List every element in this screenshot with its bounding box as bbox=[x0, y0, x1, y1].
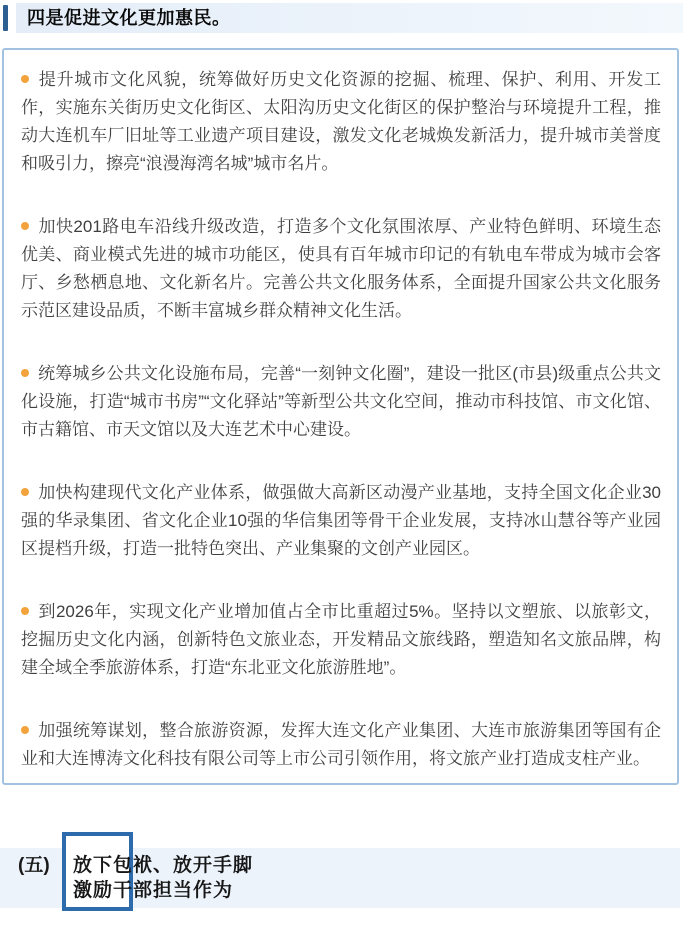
section-5-header bbox=[0, 832, 683, 920]
bullet-paragraph bbox=[21, 213, 661, 325]
bullet-paragraph bbox=[21, 66, 661, 178]
section-5-title-line1: 放下包袱、放开手脚 bbox=[73, 855, 254, 876]
header-accent-bar-icon bbox=[3, 5, 8, 31]
paragraph-text: 提升城市文化风貌，统筹做好历史文化资源的挖掘、梳理、保护、利用、开发工作，实施东关街历史文化街区、太阳沟历史文化街区的保护整治与环境提升工程，推动大连机车厂旧址等工业遗产项目建设，激发文化老城焕发新活力，提升城市美誉度和吸引力，擦亮“浪漫海湾名城”城市名片。 bbox=[21, 70, 661, 173]
bullet-paragraph bbox=[21, 479, 661, 563]
paragraph-text: 加强统筹谋划，整合旅游资源，发挥大连文化产业集团、大连市旅游集团等国有企业和大连博涛文化科技有限公司等上市公司引领作用，将文旅产业打造成支柱产业。 bbox=[21, 721, 661, 768]
content-box bbox=[2, 48, 679, 785]
bullet-paragraph bbox=[21, 717, 661, 773]
bullet-icon bbox=[21, 369, 29, 377]
bullet-icon bbox=[21, 75, 29, 83]
section-4-title: 四是促进文化更加惠民。 bbox=[16, 3, 683, 33]
section-5-title bbox=[73, 853, 253, 903]
section-4-header bbox=[0, 3, 683, 33]
bullet-icon bbox=[21, 607, 29, 615]
section-5-title-line2: 激励干部担当作为 bbox=[73, 880, 234, 901]
section-5-number: (五) bbox=[18, 855, 50, 876]
bullet-icon bbox=[21, 222, 29, 230]
paragraph-text: 加快201路电车沿线升级改造，打造多个文化氛围浓厚、产业特色鲜明、环境生态优美、商业模式先进的城市功能区，使具有百年城市印记的有轨电车带成为城市会客厅、乡愁栖息地、文化新名片。完善公共文化服务体系，全面提升国家公共文化服务示范区建设品质，不断丰富城乡群众精神文化生活。 bbox=[21, 217, 661, 320]
bullet-paragraph bbox=[21, 598, 661, 682]
paragraph-text: 到2026年，实现文化产业增加值占全市比重超过5%。坚持以文塑旅、以旅彰文，挖掘历史文化内涵，创新特色文旅业态，开发精品文旅线路，塑造知名文旅品牌，构建全域全季旅游体系，打造“东北亚文化旅游胜地”。 bbox=[21, 602, 661, 677]
bullet-paragraph bbox=[21, 360, 661, 444]
paragraph-text: 统筹城乡公共文化设施布局，完善“一刻钟文化圈”，建设一批区(市县)级重点公共文化设施，打造“城市书房”“文化驿站”等新型公共文化空间，推动市科技馆、市文化馆、市古籍馆、市天文馆以及大连艺术中心建设。 bbox=[21, 364, 661, 439]
bullet-icon bbox=[21, 726, 29, 734]
bullet-icon bbox=[21, 488, 29, 496]
paragraph-text: 加快构建现代文化产业体系，做强做大高新区动漫产业基地，支持全国文化企业30强的华录集团、省文化企业10强的华信集团等骨干企业发展，支持冰山慧谷等产业园区提档升级，打造一批特色突出、产业集聚的文创产业园区。 bbox=[21, 483, 661, 558]
